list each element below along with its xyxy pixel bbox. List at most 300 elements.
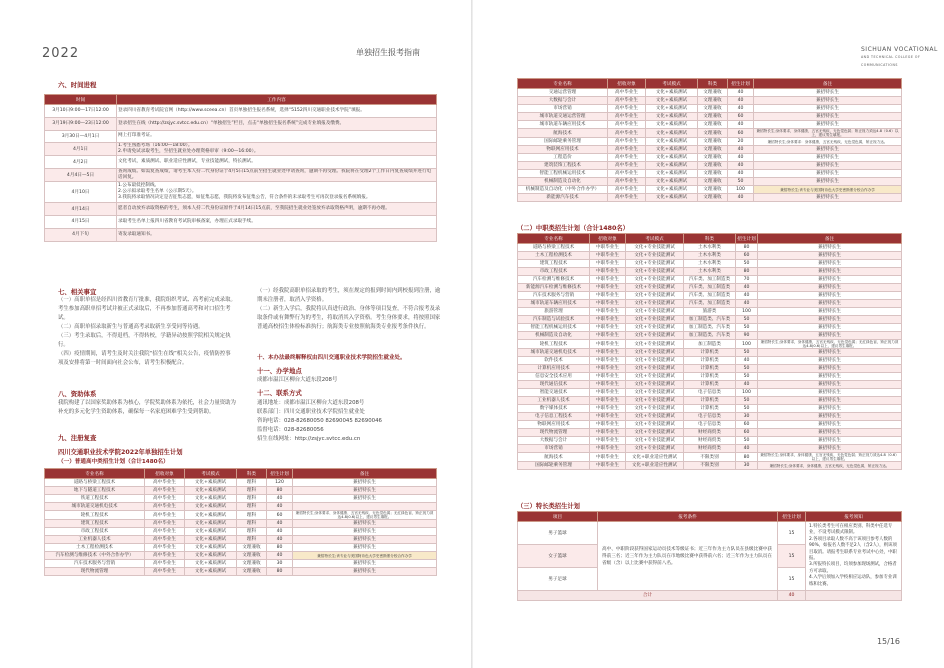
section-7: 七、相关事宜	[58, 288, 97, 296]
table-cell: 兼招特长生	[758, 244, 902, 252]
table-cell: 兼招特长生	[293, 544, 437, 552]
table-cell: 40	[736, 381, 758, 389]
table-cell: 兼招特长生	[293, 520, 437, 528]
table-cell: 文化+素质测试	[646, 121, 698, 129]
table-cell: 软件技术	[518, 357, 590, 365]
table-cell: 文化+素质测试	[646, 186, 698, 194]
col-header: 备注	[754, 79, 902, 89]
table-cell: 新能源汽车检测与维修技术	[518, 284, 590, 292]
table-row	[518, 316, 902, 324]
table-cell: 高中毕业生	[145, 568, 185, 576]
table-cell: 兼招特长生	[758, 413, 902, 421]
conditions-cell: 高中、中职阶段获得国家运动员技术等级证书；近三年作为主力队员在县级比赛中获得前三名；近三年作为主力队员在市地级比赛中获得前六名；近三年作为主力队员在省级（含）以上比赛中获得前八名。	[598, 522, 778, 591]
col-header: 招生计划	[778, 512, 806, 522]
table-cell: 计算机类	[684, 373, 736, 381]
table-cell: 高中毕业生	[145, 495, 185, 503]
table-cell: 80	[267, 544, 293, 552]
table-cell: 计算机类	[684, 349, 736, 357]
table-cell: 文化+专业技能测试	[626, 445, 684, 453]
schedule-row	[45, 156, 437, 169]
col-header: 招生计划	[736, 234, 758, 244]
table-cell: 文理兼收	[698, 178, 728, 186]
table-cell: 汽车技术服务与营销	[45, 560, 145, 568]
table-cell: 高中毕业生	[608, 178, 646, 186]
table-row	[45, 568, 437, 576]
table-cell: 机械制造及自动化（中外合作办学）	[518, 186, 608, 194]
table-cell: 文化+专业技能测试	[626, 397, 684, 405]
table-cell: 文化+素质测试	[185, 528, 237, 536]
table-cell: 文化+专业技能测试	[626, 284, 684, 292]
table-cell: 30	[267, 560, 293, 568]
table-cell: 市场营销	[518, 445, 590, 453]
table-b	[517, 233, 902, 470]
table-cell: 文化+专业技能测试	[626, 437, 684, 445]
table-row	[518, 89, 902, 97]
table-cell: 工业机器人技术	[518, 397, 590, 405]
table-cell: 财经商贸类	[684, 429, 736, 437]
table-cell: 电子信息类	[684, 421, 736, 429]
table-cell: 80	[267, 568, 293, 576]
table-row	[45, 552, 437, 560]
table-cell: 加工制造类	[684, 340, 736, 349]
table-cell: 40	[728, 97, 754, 105]
table-cell: 文化+专业技能测试	[626, 268, 684, 276]
table-cell: 汽车检测与维修技术（中外合作办学）	[45, 552, 145, 560]
table-cell: 机械制造及自动化	[518, 178, 608, 186]
table-cell: 高中毕业生	[145, 560, 185, 568]
table-cell: 智能工程机械运用技术	[518, 324, 590, 332]
table-cell: 高中毕业生	[608, 89, 646, 97]
schedule-work: 录取考生名单上报四川省教育考试院审核备案，办理正式录取手续。	[117, 215, 437, 228]
table-row	[518, 260, 902, 268]
table-cell: 50	[736, 397, 758, 405]
table-cell: 兼招特长生	[758, 324, 902, 332]
page-number: 15/16	[876, 637, 900, 646]
table-cell: 兼招特长生	[758, 332, 902, 340]
table-cell: 50	[728, 178, 754, 186]
table-cell: 中职毕业生	[590, 284, 626, 292]
schedule-row	[45, 143, 437, 156]
schedule-work: 查询成绩。如需复查成绩，请考生本人持二代身份证于4月5日15点前至招生就业处申请查询，逾期不再受理。我院将在受理2个工作日内复查成绩并进行电话回复。	[117, 169, 437, 182]
table-cell: 40	[728, 154, 754, 162]
table-cell: 建筑工程技术	[518, 260, 590, 268]
section-9: 九、注册复查	[58, 434, 97, 442]
table-cell: 土木水利类	[684, 244, 736, 252]
table-cell: 兼招特长生	[758, 389, 902, 397]
table-cell: 航海技术	[518, 453, 590, 462]
table-cell: 男子足球	[518, 568, 598, 591]
table-cell: 50	[736, 365, 758, 373]
table-cell: 40	[267, 495, 293, 503]
table-row	[45, 479, 437, 487]
table-cell: 兼招特长生	[758, 316, 902, 324]
table-cell: 轮机工程技术	[45, 511, 145, 520]
section-2-title: （二）中职类招生计划（合计1480名）	[517, 225, 629, 232]
schedule-row	[45, 203, 437, 216]
table-cell: 机械制造及自动化	[518, 332, 590, 340]
table-cell: 40	[267, 503, 293, 511]
table-cell: 高中毕业生	[608, 113, 646, 121]
table-cell: 铁道工程技术	[45, 495, 145, 503]
table-cell: 文化+专业技能测试	[626, 308, 684, 316]
table-cell: 40	[728, 170, 754, 178]
table-cell: 文化+专业技能测试	[626, 349, 684, 357]
table-cell: 旅游管理	[518, 308, 590, 316]
schedule-work: 登录招生在线（http://zsjyc.svtcc.edu.cn）“单独招生”栏目，点击“单独招生报名系统”完成专业填报及缴费。	[117, 117, 437, 130]
schedule-work: 登录四川省教育考试院官网（http://www.sceea.cn）首页单独招生报名系统，选择“5152四川交通职业技术学院”填报。	[117, 105, 437, 118]
col-header: 考试模式	[626, 234, 684, 244]
schedule-row	[45, 169, 437, 182]
section-9-body: （一）经我院高职单招录取的考生，须在规定的报到时间内到校报到注册，逾期未注册者，取消入学资格。 （二）新生入学后，我院将认真进行政治、身体等项目复查，不符合报考及录取条件或有舞弊行为的考生，将取消其入学资格。考生身体要求，将按照国家普通高校招生体检标准执行；航海类专业按照航海类专业报考条件执行。	[257, 288, 441, 330]
col-header: 科类	[237, 469, 267, 479]
table-cell: 文理兼收	[698, 89, 728, 97]
table-cell: 电子信息类	[684, 389, 736, 397]
col-header: 备注	[758, 234, 902, 244]
table-cell: 文理兼收	[698, 162, 728, 170]
table-cell: 市场营销	[518, 105, 608, 113]
table-cell: 中职毕业生	[590, 268, 626, 276]
table-cell: 兼招特长生;身体要求，身体健康，五官无残疾，无色觉色弱；矫正视力须达4.8（0.6）以上，建议男生填报。	[758, 453, 902, 462]
table-cell: 兼招特长生;身体要求，身体健康，五官无残疾，无色觉色弱；无红绿色盲，矫正视力须达4.8(0.6)以上，建议男生填报。	[758, 340, 902, 349]
table-cell: 60	[736, 429, 758, 437]
table-cell: 40	[267, 536, 293, 544]
col-header: 报考须知	[806, 512, 902, 522]
table-cell: 数字媒体技术	[518, 405, 590, 413]
table-cell: 文理兼收	[698, 154, 728, 162]
schedule-work: 1.考生熟悉考场（16:00—18:00）。 2.申请免试录取考生，至招生就业处办理资格审审（9:00—16:00）。	[117, 143, 437, 156]
schedule-time: 4月1日	[45, 143, 117, 156]
table-row	[518, 453, 902, 462]
table-cell: 兼招特长生	[758, 373, 902, 381]
table-cell: 30	[736, 462, 758, 470]
table-cell: 加工制造类、汽车类	[684, 332, 736, 340]
table-cell: 汽车技术服务与营销	[518, 292, 590, 300]
table-cell: 市政工程技术	[45, 528, 145, 536]
table-cell: 兼招特长生	[754, 89, 902, 97]
table-cell: 文化+素质测试	[185, 536, 237, 544]
table-cell: 建筑工程技术	[45, 520, 145, 528]
table-row	[518, 97, 902, 105]
table-cell: 信息安全技术应用	[518, 373, 590, 381]
table-cell: 文理兼收	[698, 97, 728, 105]
table-cell: 女子篮球	[518, 545, 598, 568]
table-cell: 新能源汽车技术	[518, 194, 608, 202]
schedule-row	[45, 228, 437, 241]
table-cell: 兼招特长生	[758, 292, 902, 300]
table-cell: 40	[267, 520, 293, 528]
table-cell: 轮机工程技术	[518, 340, 590, 349]
table-cell: 电子信息类	[684, 413, 736, 421]
table-row	[45, 503, 437, 511]
table-cell: 文化+素质测试	[185, 568, 237, 576]
table-cell: 文化+专业技能测试	[626, 340, 684, 349]
col-header: 科类	[698, 79, 728, 89]
table-cell: 60	[736, 252, 758, 260]
table-cell: 中职毕业生	[590, 389, 626, 397]
table-cell: 高中毕业生	[145, 544, 185, 552]
table-cell: 现代物流管理	[45, 568, 145, 576]
schedule-row	[45, 215, 437, 228]
table-cell: 中职毕业生	[590, 397, 626, 405]
schedule-time: 3月10日9:00—17日12:00	[45, 105, 117, 118]
table-cell: 50	[736, 324, 758, 332]
table-row	[518, 154, 902, 162]
table-cell: 旅游类	[684, 308, 736, 316]
table-cell: 兼招特长生	[758, 260, 902, 268]
table-cell: 高中毕业生	[145, 552, 185, 560]
table-cell: 文化+专业技能测试	[626, 252, 684, 260]
table-row	[518, 429, 902, 437]
table-row	[518, 284, 902, 292]
table-cell: 理科	[237, 536, 267, 544]
table-cell: 兼招特长生;该专业与美国阿肯色大学史密斯堡分校合作办学	[754, 186, 902, 194]
table-cell: 兼招特长生	[754, 113, 902, 121]
table-cell: 40	[728, 89, 754, 97]
table-cell: 文理兼收	[698, 121, 728, 129]
table-cell: 40	[728, 194, 754, 202]
table-cell: 中职毕业生	[590, 405, 626, 413]
col-header: 考试模式	[646, 79, 698, 89]
schedule-table	[44, 94, 437, 242]
table-cell: 40	[728, 121, 754, 129]
table-cell: 40	[267, 552, 293, 560]
table-cell: 国际邮轮乘务管理	[518, 138, 608, 146]
school-name: SICHUAN VOCATIONAL AND TECHNICAL COLLEGE OF COMMUNICATIONS	[861, 46, 938, 67]
table-cell: 财经商贸类	[684, 445, 736, 453]
table-cell: 文理兼收	[698, 138, 728, 146]
schedule-time: 4月下旬	[45, 228, 117, 241]
table-cell: 中职毕业生	[590, 365, 626, 373]
table-cell: 土木工程检测技术	[518, 252, 590, 260]
contact-line: 咨询电话：028-82680050 82690045 82690046	[257, 418, 382, 424]
table-row	[518, 373, 902, 381]
table-row	[518, 437, 902, 445]
table-cell: 文化+专业技能测试	[626, 381, 684, 389]
table-cell: 计算机类	[684, 397, 736, 405]
table-row	[518, 389, 902, 397]
col-header: 专业名称	[45, 469, 145, 479]
table-cell: 文化+素质测试	[646, 129, 698, 138]
table-cell: 文理兼收	[698, 170, 728, 178]
table-cell: 兼招特长生	[758, 365, 902, 373]
table-row	[45, 487, 437, 495]
table-cell: 航海技术	[518, 129, 608, 138]
header-title: 单独招生报考指南	[356, 48, 420, 57]
table-cell: 60	[728, 113, 754, 121]
table-cell: 高中毕业生	[608, 138, 646, 146]
total-label: 合计	[518, 591, 778, 601]
table-cell: 文化+专业技能测试	[626, 429, 684, 437]
table-cell: 中职毕业生	[590, 276, 626, 284]
plan-title: 四川交通职业技术学院2022年单独招生计划	[58, 449, 183, 456]
schedule-time: 4月2日	[45, 156, 117, 169]
table-row	[518, 445, 902, 453]
table-cell: 中职毕业生	[590, 324, 626, 332]
col-header: 考试模式	[185, 469, 237, 479]
table-cell: 土木水利类	[684, 252, 736, 260]
table-cell: 汽车制造与试验技术	[518, 316, 590, 324]
section-8-body: 我院构建了以国家奖助体系为核心，学院奖助体系为依托，社会力量资助为补充的多元化学生资助体系，确保每一名家庭困难学生受到帮助。	[58, 400, 236, 415]
col-header: 招生计划	[728, 79, 754, 89]
schedule-work: 网上打印准考证。	[117, 130, 437, 143]
section-3-title: （三）特长类招生计划	[517, 503, 580, 510]
table-cell: 文化+素质测试	[646, 194, 698, 202]
table-cell: 高中毕业生	[608, 154, 646, 162]
table-row	[518, 170, 902, 178]
table-cell: 80	[267, 487, 293, 495]
section-8: 八、资助体系	[58, 390, 97, 398]
col-time: 时间	[45, 95, 117, 105]
table-cell: 兼招特长生	[293, 560, 437, 568]
table-row	[45, 520, 437, 528]
table-row	[518, 252, 902, 260]
table-row	[518, 421, 902, 429]
table-cell: 物联网应用技术	[518, 421, 590, 429]
col-header: 项目	[518, 512, 598, 522]
col-header: 招收对象	[590, 234, 626, 244]
table-cell: 文化+素质测试	[646, 97, 698, 105]
table-cell: 50	[736, 316, 758, 324]
table-cell: 文理兼收	[698, 194, 728, 202]
section-12: 十二、联系方式	[257, 389, 302, 397]
table-cell: 汽车检测与维修技术	[518, 276, 590, 284]
table-cell: 计算机应用技术	[518, 365, 590, 373]
table-row	[45, 511, 437, 520]
table-cell: 城市轨道车辆应用技术	[518, 121, 608, 129]
table-cell: 文理兼收	[698, 105, 728, 113]
table-cell: 100	[736, 340, 758, 349]
table-cell: 不限类别	[684, 453, 736, 462]
table-row	[518, 129, 902, 138]
table-cell: 40	[728, 105, 754, 113]
table-a-left	[44, 468, 437, 576]
table-row	[45, 495, 437, 503]
table-row	[518, 300, 902, 308]
table-cell: 15	[778, 522, 806, 545]
table-cell: 土木工程检测技术	[45, 544, 145, 552]
table-cell: 理科	[237, 503, 267, 511]
table-cell: 理科	[237, 495, 267, 503]
table-cell: 中职毕业生	[590, 453, 626, 462]
table-cell: 交通运营管理	[518, 89, 608, 97]
contact-line: 监督电话：028-82680056	[257, 427, 324, 433]
table-row	[518, 397, 902, 405]
table-cell: 兼招特长生;身体要求、身体健康、五官无残疾，无色觉色弱；无红绿色盲，矫正视力须达4.8(0.6)以上，建议男生填报。	[293, 511, 437, 520]
table-row	[518, 340, 902, 349]
table-cell: 财经商贸类	[684, 437, 736, 445]
section-11: 十一、办学地点	[257, 367, 302, 375]
table-cell: 兼招特长生	[754, 178, 902, 186]
table-cell: 理科	[237, 479, 267, 487]
table-cell: 中职毕业生	[590, 349, 626, 357]
table-cell: 文理兼收	[698, 113, 728, 121]
table-cell: 高中毕业生	[145, 511, 185, 520]
total-value: 40	[778, 591, 806, 601]
table-cell: 中职毕业生	[590, 244, 626, 252]
year: 2022	[42, 46, 80, 61]
table-cell: 中职毕业生	[590, 308, 626, 316]
schedule-work: 1.公布最低控制线。 2.公示拟录取考生名单（公示期5天）。 3.我院将录取情况决定是否征集志愿，如征集志愿，我院将发布征集公告，符合条件的未录取考生可再次登录报名系统填报。	[117, 182, 437, 203]
col-header: 专业名称	[518, 79, 608, 89]
table-cell: 兼招特长生;身体要求：身体健康，五官无残疾，无色觉色弱，矫正视力达。	[754, 138, 902, 146]
table-cell: 物联网应用技术	[518, 146, 608, 154]
table-row	[518, 194, 902, 202]
table-cell: 30	[736, 413, 758, 421]
table-cell: 文化+素质测试	[646, 178, 698, 186]
contact-line: 招生在线网址：http://zsjyc.svtcc.edu.cn	[257, 436, 361, 442]
section-11-body: 成都市温江区柳台大道东段208号	[257, 377, 338, 383]
table-cell: 文化+专业技能测试	[626, 316, 684, 324]
table-row	[518, 522, 902, 545]
table-cell	[806, 591, 902, 601]
table-cell: 文化+专业技能测试	[626, 260, 684, 268]
table-cell: 男子篮球	[518, 522, 598, 545]
table-cell: 40	[267, 528, 293, 536]
table-row	[518, 332, 902, 340]
table-cell: 80	[736, 244, 758, 252]
table-cell: 60	[267, 511, 293, 520]
table-row	[518, 462, 902, 470]
table-cell: 计算机类	[684, 357, 736, 365]
table-row	[518, 357, 902, 365]
col-work: 工作内容	[117, 95, 437, 105]
schedule-time: 4月10日	[45, 182, 117, 203]
col-header: 备注	[293, 469, 437, 479]
table-row	[518, 162, 902, 170]
table-cell: 汽车类、加工制造类	[684, 276, 736, 284]
table-cell: 中职毕业生	[590, 357, 626, 365]
table-cell: 中职毕业生	[590, 332, 626, 340]
table-row	[518, 308, 902, 316]
table-cell: 文理兼收	[698, 129, 728, 138]
table-cell: 工业机器人技术	[45, 536, 145, 544]
table-cell: 计算机类	[684, 381, 736, 389]
table-cell: 40	[728, 162, 754, 170]
table-row	[518, 324, 902, 332]
table-cell: 计算机类	[684, 405, 736, 413]
table-cell: 电子信息工程技术	[518, 413, 590, 421]
table-cell: 城市轨道交通机电技术	[45, 503, 145, 511]
table-cell: 兼招特长生	[754, 194, 902, 202]
table-cell: 文理兼收	[698, 146, 728, 154]
table-cell: 70	[736, 276, 758, 284]
table-cell: 文化+专业技能测试	[626, 413, 684, 421]
table-cell: 兼招特长生;身体要求，身体健康，五官无残疾，无色觉色弱；矫正视力须达4.8（0.6）以上，建议男生填报。	[754, 129, 902, 138]
contact-line: 联系部门：四川交通职业技术学院招生就业处	[257, 409, 365, 415]
table-cell: 理科	[237, 511, 267, 520]
table-cell: 文化+素质测试	[646, 138, 698, 146]
table-cell: 兼招特长生	[754, 105, 902, 113]
table-cell: 文化+专业技能测试	[626, 300, 684, 308]
table-cell: 兼招特长生	[754, 146, 902, 154]
table-cell: 50	[736, 437, 758, 445]
table-cell: 国际邮轮乘务管理	[518, 462, 590, 470]
table-cell: 中职毕业生	[590, 437, 626, 445]
table-cell: 城市轨道交通运营管理	[518, 113, 608, 121]
table-cell: 高中毕业生	[608, 105, 646, 113]
table-cell: 中职毕业生	[590, 445, 626, 453]
schedule-work: 寄发录取通知书。	[117, 228, 437, 241]
schedule-time: 4月14日	[45, 203, 117, 216]
table-row	[45, 560, 437, 568]
table-row	[45, 544, 437, 552]
table-cell: 高中毕业生	[608, 146, 646, 154]
table-cell: 加工制造类、汽车类	[684, 324, 736, 332]
table-row	[518, 146, 902, 154]
table-cell: 中职毕业生	[590, 429, 626, 437]
table-cell: 中职毕业生	[590, 462, 626, 470]
table-cell: 道路与桥梁工程技术	[45, 479, 145, 487]
